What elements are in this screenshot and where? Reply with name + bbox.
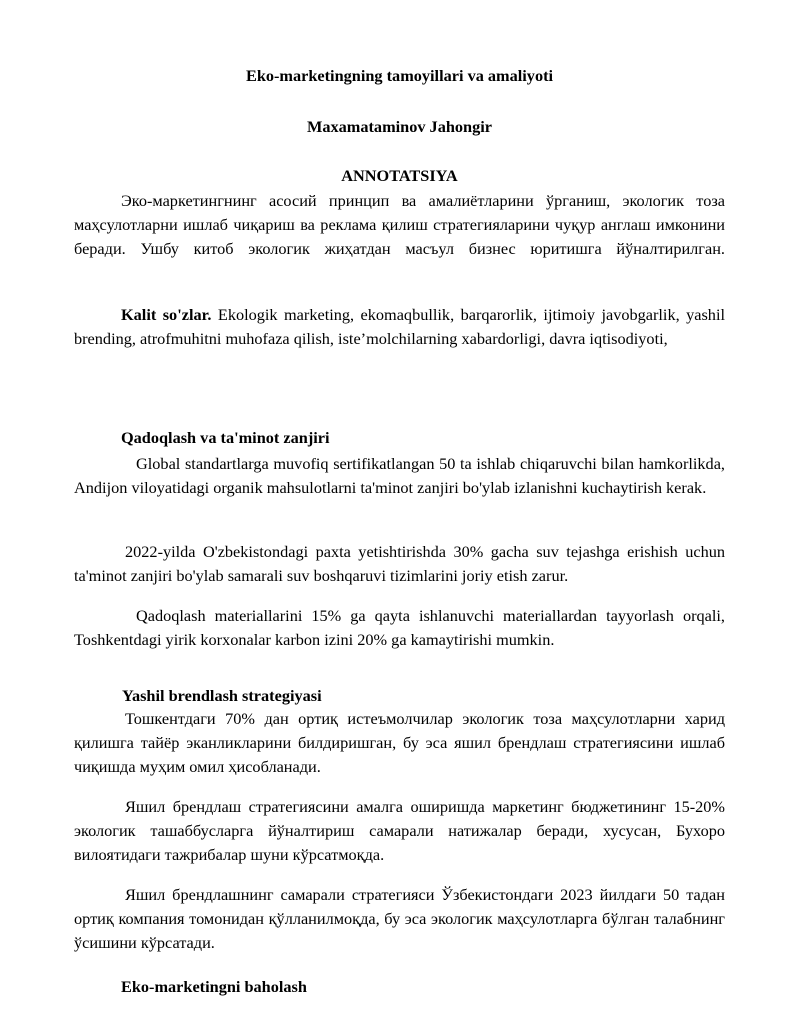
section-paragraph: Qadoqlash materiallarini 15% ga qayta ishlanuvchi materiallardan tayyorlash orqali, Toshkentdagi yirik korxonalar karbon izini 20% ga kamaytirishi mumkin.	[74, 606, 725, 649]
author-name: Maxamataminov Jahongir	[307, 117, 492, 136]
annotation-paragraph: Эко-маркетингнинг асосий принцип ва амалиётларини ўрганиш, экологик тоза маҳсулотларни ишлаб чиқариш ва реклама қилиш стратегияларини чуқур англаш имконини беради. Ушбу китоб экологик жиҳатдан масъул бизнес юритишга йўналтирилган.	[74, 191, 725, 258]
section-heading-evaluation: Eko-marketingni baholash	[121, 977, 307, 996]
keywords-paragraph	[74, 303, 725, 351]
keywords-label: Kalit so'zlar.	[121, 305, 212, 324]
document-title: Eko-marketingning tamoyillari va amaliyoti	[245, 66, 554, 85]
section-paragraph: Яшил брендлашнинг самарали стратегияси Ўзбекистондаги 2023 йилдаги 50 тадан ортиқ компания томонидан қўлланилмоқда, бу эса экологик маҳсулотларга бўлган талабнинг ўсишини кўрсатади.	[74, 885, 725, 952]
section-paragraph: Global standartlarga muvofiq sertifikatlangan 50 ta ishlab chiqaruvchi bilan hamkorlikda, Andijon viloyatidagi organik mahsulotlarni ta'minot zanjiri bo'ylab izlanishni kuchaytirish kerak.	[74, 454, 725, 497]
keywords-text: Ekologik marketing, ekomaqbullik, barqarorlik, ijtimoiy javobgarlik, yashil brending, atrofmuhitni muhofaza qilish, iste’molchilarning xabardorligi, davra iqtisodiyoti,	[74, 305, 725, 348]
section-heading-green-branding: Yashil brendlash strategiyasi	[122, 686, 322, 705]
section-paragraph: Тошкентдаги 70% дан ортиқ истеъмолчилар экологик тоза маҳсулотларни харид қилишга тайёр эканликларини билдиришган, бу эса яшил брендлаш стратегиясини ишлаб чиқишда муҳим омил ҳисобланади.	[74, 709, 725, 776]
section-heading-packaging: Qadoqlash va ta'minot zanjiri	[121, 428, 330, 447]
annotation-heading: ANNOTATSIYA	[341, 166, 458, 185]
section-paragraph: Яшил брендлаш стратегиясини амалга оширишда маркетинг бюджетининг 15-20% экологик ташаббусларга йўналтириш самарали натижалар беради, хусусан, Бухоро вилоятидаги тажрибалар шуни кўрсатмоқда.	[74, 797, 725, 864]
section-paragraph: 2022-yilda O'zbekistondagi paxta yetishtirishda 30% gacha suv tejashga erishish uchun ta'minot zanjiri bo'ylab samarali suv boshqaruvi tizimlarini joriy etish zarur.	[74, 542, 725, 585]
